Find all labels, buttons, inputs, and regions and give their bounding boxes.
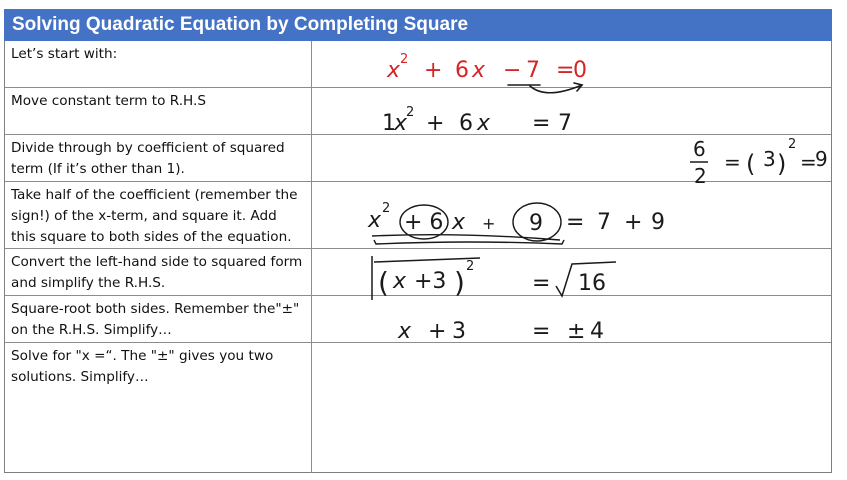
eq1-equals: = [556, 58, 575, 83]
eq4-plus-six: + 6 [404, 210, 444, 235]
eq3-numerator: 6 [693, 137, 706, 161]
eq5-plus-three: +3 [414, 269, 447, 294]
eq3-close-paren: ) [777, 150, 787, 178]
eq1-minus: − [503, 58, 522, 83]
steps-table [4, 41, 832, 473]
eq2-exponent: 2 [406, 105, 415, 120]
eq3-nine: 9 [815, 147, 828, 171]
work-cell-4 [312, 182, 831, 248]
eq3-equals: = [724, 150, 741, 174]
eq1-seven: 7 [526, 58, 540, 83]
step-row-3 [5, 135, 831, 182]
eq2-seven: 7 [558, 111, 572, 136]
eq4-equals: = [566, 210, 585, 235]
step-row-1 [5, 41, 831, 88]
eq6-equals: = [532, 319, 551, 344]
eq2-x: x [394, 111, 408, 136]
page-title: Solving Quadratic Equation by Completing Square [4, 9, 832, 41]
eq5-exponent: 2 [466, 259, 475, 274]
eq3-equals-2: = [800, 150, 817, 174]
eq2-equals: = [532, 111, 551, 136]
step-label-2: Move constant term to R.H.S [5, 88, 312, 134]
eq4-nine: 9 [529, 211, 543, 236]
eq1-x: x [387, 58, 401, 83]
eq2-plus: + [426, 111, 445, 136]
eq5-sixteen: 16 [578, 271, 606, 296]
eq4-seven: 7 [597, 210, 611, 235]
step-label-7: Solve for "x =“. The "±" gives you two solutions. Simplify… [5, 343, 312, 473]
work-cell-3 [312, 135, 831, 181]
work-cell-7 [312, 343, 831, 473]
eq1-zero: 0 [573, 58, 587, 83]
eq4-x: x [368, 208, 382, 233]
eq6-four: 4 [590, 319, 604, 344]
eq6-plus: + [428, 319, 447, 344]
step-label-3: Divide through by coefficient of squared term (If it’s other than 1). [5, 135, 312, 181]
step-row-5 [5, 249, 831, 296]
eq4-nine-2: 9 [651, 210, 665, 235]
eq4-exponent: 2 [382, 201, 391, 216]
eq5-equals: = [532, 271, 551, 296]
work-cell-1 [312, 41, 831, 87]
eq3-three: 3 [763, 147, 776, 171]
eq3-denominator: 2 [694, 164, 707, 188]
eq2-x-term: x [477, 111, 491, 136]
eq6-three: 3 [452, 319, 466, 344]
eq5-open-paren: ( [378, 266, 389, 299]
eq2-six: 6 [459, 111, 473, 136]
eq2-one: 1 [382, 111, 396, 136]
work-cell-6 [312, 296, 831, 342]
eq3-exponent: 2 [788, 137, 797, 152]
eq4-plus: + [482, 214, 496, 233]
eq3-open-paren: ( [746, 150, 756, 178]
eq6-x: x [398, 319, 412, 344]
eq5-close-paren: ) [454, 266, 465, 299]
eq6-plus-minus: ± [567, 319, 586, 344]
work-cell-5 [312, 249, 831, 295]
step-row-7 [5, 343, 831, 473]
work-cell-2 [312, 88, 831, 134]
eq1-plus: + [424, 58, 443, 83]
step-label-5: Convert the left-hand side to squared form and simplify the R.H.S. [5, 249, 312, 295]
step-label-1: Let’s start with: [5, 41, 312, 87]
eq4-x-term: x [452, 210, 466, 235]
eq1-six: 6 [455, 58, 469, 83]
step-row-2 [5, 88, 831, 135]
step-label-6: Square-root both sides. Remember the"±" on the R.H.S. Simplify… [5, 296, 312, 342]
eq1-exponent: 2 [400, 52, 409, 67]
eq5-x: x [393, 269, 407, 294]
step-label-4: Take half of the coefficient (remember the sign!) of the x-term, and square it. Add this square to both sides of the equation. [5, 182, 312, 248]
eq4-plus-2: + [624, 210, 643, 235]
step-row-6 [5, 296, 831, 343]
eq1-x-term: x [472, 58, 486, 83]
step-row-4 [5, 182, 831, 249]
